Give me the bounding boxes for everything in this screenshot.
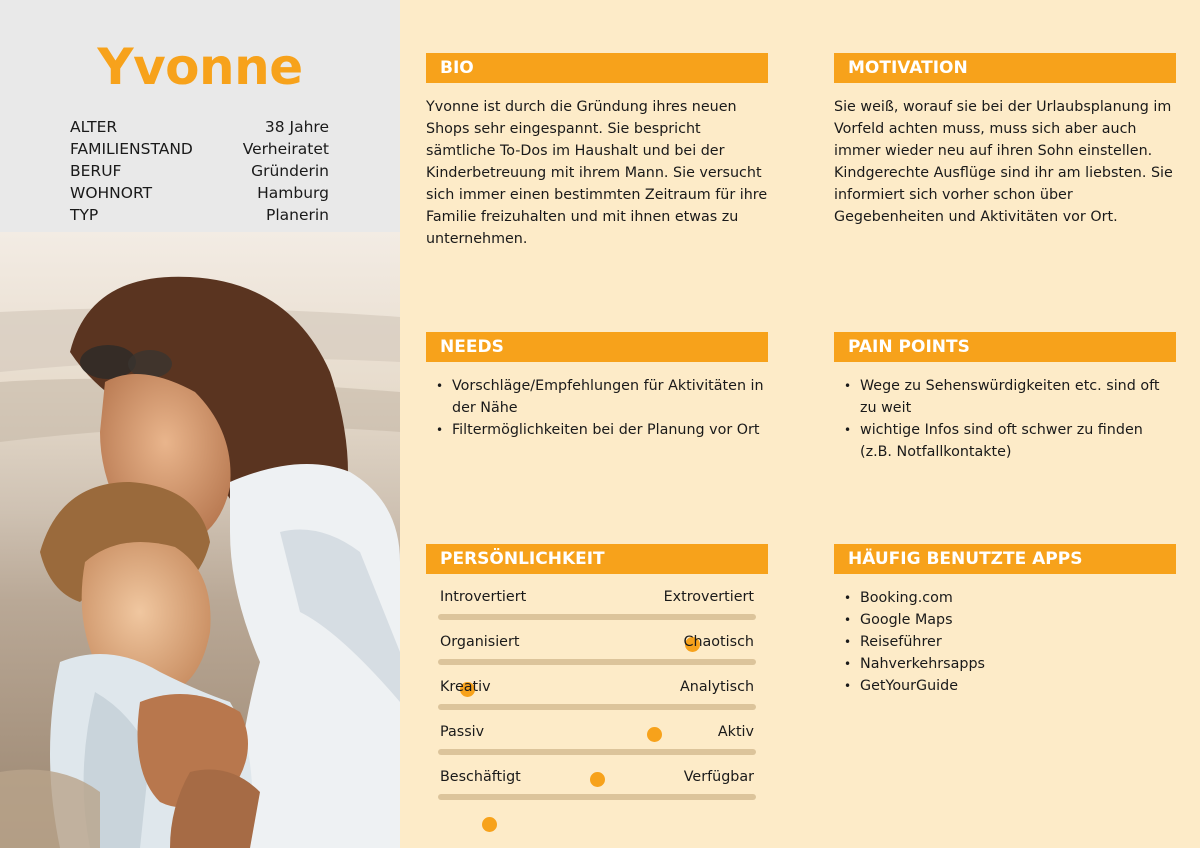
fact-label: ALTER xyxy=(70,118,118,136)
slider-left-label: Kreativ xyxy=(440,679,491,695)
list-item: • Wege zu Sehenswürdigkeiten etc. sind oft zu weit xyxy=(834,375,1176,419)
list-item: • Filtermöglichkeiten bei der Planung vor Ort xyxy=(426,419,768,441)
fact-row xyxy=(70,182,329,204)
persona-photo xyxy=(0,232,400,848)
motivation-section xyxy=(834,53,1176,228)
fact-value: 38 Jahre xyxy=(264,118,329,136)
fact-value: Gründerin xyxy=(251,162,329,180)
motivation-text: Sie weiß, worauf sie bei der Urlaubsplanung im Vorfeld achten muss, muss sich aber auch immer wieder neu auf ihren Sohn einstellen. Kindgerechte Ausflüge sind ihr am liebsten. Sie informiert sich vorher schon über Gegebenheiten und Aktivitäten vor Ort. xyxy=(834,99,1173,225)
personality-sliders xyxy=(426,586,768,811)
pain-points-list xyxy=(834,375,1176,463)
list-item: • Google Maps xyxy=(834,609,1176,631)
bio-header: BIO xyxy=(426,53,768,83)
slider-right-label: Verfügbar xyxy=(683,769,754,785)
slider-left-label: Organisiert xyxy=(440,634,520,650)
fact-row xyxy=(70,204,329,226)
personality-slider xyxy=(426,766,768,811)
slider-right-label: Chaotisch xyxy=(683,634,754,650)
personality-section xyxy=(426,544,768,811)
list-item: • Reiseführer xyxy=(834,631,1176,653)
apps-header: HÄUFIG BENUTZTE APPS xyxy=(834,544,1176,574)
bio-text: Yvonne ist durch die Gründung ihres neuen Shops sehr eingespannt. Sie bespricht sämtliche To-Dos im Haushalt und bei der Kinderbetreuung mit ihrem Mann. Sie versucht sich immer einen bestimmten Zeitraum für ihre Familie freizuhalten und mit ihnen etwas zu unternehmen. xyxy=(426,99,768,247)
slider-left-label: Beschäftigt xyxy=(440,769,521,785)
slider-right-label: Extrovertiert xyxy=(663,589,754,605)
list-item: • Nahverkehrsapps xyxy=(834,653,1176,675)
slider-right-label: Analytisch xyxy=(680,679,754,695)
fact-value: Planerin xyxy=(265,206,329,224)
pain-points-header: PAIN POINTS xyxy=(834,332,1176,362)
apps-section xyxy=(834,544,1176,697)
apps-list xyxy=(834,587,1176,697)
fact-label: FAMILIENSTAND xyxy=(70,140,193,158)
personality-slider xyxy=(426,631,768,676)
needs-list xyxy=(426,375,768,441)
fact-value: Hamburg xyxy=(257,184,329,202)
persona-name: Yvonne xyxy=(97,38,303,96)
slider-track xyxy=(438,659,756,665)
personality-header: PERSÖNLICHKEIT xyxy=(426,544,768,574)
slider-knob xyxy=(482,817,497,832)
personality-slider xyxy=(426,676,768,721)
list-item: • GetYourGuide xyxy=(834,675,1176,697)
slider-track xyxy=(438,614,756,620)
list-item: • wichtige Infos sind oft schwer zu finden (z.B. Notfallkontakte) xyxy=(834,419,1176,463)
profile-panel xyxy=(0,0,400,848)
fact-row xyxy=(70,160,329,182)
fact-row xyxy=(70,138,329,160)
persona-facts xyxy=(70,116,329,226)
personality-slider xyxy=(426,586,768,631)
fact-value: Verheiratet xyxy=(242,140,329,158)
bio-section xyxy=(426,53,768,250)
needs-header: NEEDS xyxy=(426,332,768,362)
fact-label: WOHNORT xyxy=(70,184,153,202)
motivation-header: MOTIVATION xyxy=(834,53,1176,83)
slider-left-label: Introvertiert xyxy=(440,589,527,605)
fact-row xyxy=(70,116,329,138)
needs-section xyxy=(426,332,768,441)
personality-slider xyxy=(426,721,768,766)
pain-points-section xyxy=(834,332,1176,463)
list-item: • Booking.com xyxy=(834,587,1176,609)
slider-track xyxy=(438,794,756,800)
fact-label: TYP xyxy=(70,206,99,224)
slider-left-label: Passiv xyxy=(440,724,485,740)
slider-track xyxy=(438,749,756,755)
list-item: • Vorschläge/Empfehlungen für Aktivitäten in der Nähe xyxy=(426,375,768,419)
fact-label: BERUF xyxy=(70,162,122,180)
slider-track xyxy=(438,704,756,710)
slider-right-label: Aktiv xyxy=(717,724,754,740)
